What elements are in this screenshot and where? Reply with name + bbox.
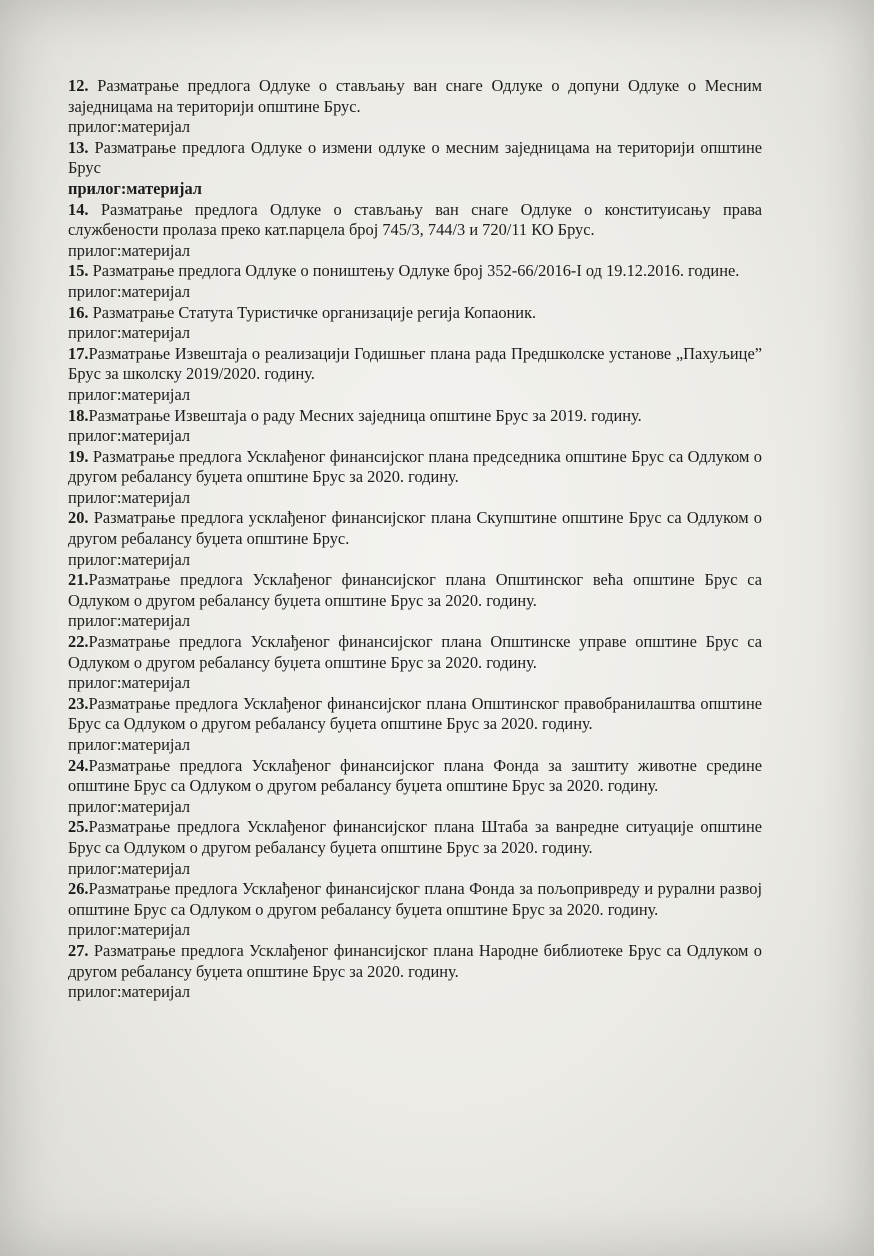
item-number: 20. [68,508,89,528]
agenda-item-27 [68,941,762,1003]
item-number: 21. [68,570,89,590]
item-number: 25. [68,817,89,837]
item-number: 15. [68,261,89,281]
item-body: Разматрање предлога Усклађеног финансијског плана Штаба за ванредне ситуације општине Брус са Одлуком о другом ребалансу буџета општине Брус за 2020. годину. [68,817,762,857]
attachment-label: прилог:материјал [68,611,191,631]
item-body: Разматрање предлога Усклађеног финансијског плана Општинске управе општине Брус са Одлуком о другом ребалансу буџета општине Брус за 2020. годину. [68,632,762,672]
item-number: 23. [68,693,89,713]
agenda-item-24 [68,756,762,818]
agenda-item-text [68,447,762,488]
attachment-label: прилог:материјал [68,673,191,693]
agenda-item-text [68,76,762,117]
agenda-item-19 [68,447,762,509]
agenda-item-17 [68,344,762,406]
agenda-item-text [68,200,762,241]
item-body: Разматрање предлога Одлуке о стављању ван снаге Одлуке о допуни Одлуке о Месним заједницама на територији општине Брус. [68,76,762,116]
agenda-item-text [68,879,762,920]
item-body: Разматрање предлога Одлуке о измени одлуке о месним заједницама на територији општине Брус [68,137,762,178]
agenda-item-22 [68,632,762,694]
agenda-item-15 [68,261,762,302]
item-body: Разматрање предлога Усклађеног финансијског плана Општинског већа општине Брус са Одлуком о другом ребалансу буџета општине Брус за 2020. годину. [68,570,762,610]
agenda-item-21 [68,570,762,632]
attachment-label: прилог:материјал [68,549,191,569]
agenda-item-20 [68,508,762,570]
item-number: 17. [68,343,89,363]
agenda-item-text [68,303,762,324]
item-body: Разматрање предлога Усклађеног финансијског плана председника општине Брус са Одлуком о другом ребалансу буџета општине Брус за 2020. годину. [68,446,762,487]
agenda-item-text [68,138,762,179]
attachment-label: прилог:материјал [68,240,191,260]
item-number: 24. [68,755,89,775]
item-number: 18. [68,405,89,425]
attachment-label: прилог:материјал [68,982,191,1002]
agenda-item-text [68,817,762,858]
item-number: 16. [68,302,89,322]
attachment-label: прилог:материјал [68,384,191,404]
agenda-item-13 [68,138,762,200]
item-body: Разматрање Извештаја о раду Месних заједница општине Брус за 2019. годину. [88,405,642,425]
agenda-item-text [68,508,762,549]
agenda-item-text [68,941,762,982]
agenda-item-text [68,694,762,735]
agenda-item-text [68,756,762,797]
attachment-label: прилог:материјал [68,735,191,754]
attachment-label: прилог:материјал [68,920,191,940]
attachment-label: прилог:материјал [68,323,191,343]
agenda-item-text [68,632,762,673]
agenda-item-25 [68,817,762,879]
item-number: 12. [68,76,89,95]
agenda-item-text [68,344,762,385]
agenda-item-text [68,261,762,282]
agenda-item-16 [68,303,762,344]
attachment-label: прилог:материјал [68,858,191,878]
agenda-item-text [68,406,762,427]
attachment-label: прилог:материјал [68,487,191,507]
item-number: 27. [68,940,89,960]
agenda-item-14 [68,200,762,262]
item-body: Разматрање предлога Одлуке о поништењу Одлуке број 352-66/2016-I од 19.12.2016. године. [88,261,740,281]
agenda-item-26 [68,879,762,941]
agenda-item-text [68,570,762,611]
item-body: Разматрање предлога Усклађеног финансијског плана Фонда за заштиту животне средине општине Брус са Одлуком о другом ребалансу буџета општине Брус за 2020. годину. [68,755,762,796]
attachment-label: прилог:материјал [68,281,191,301]
attachment-label: прилог:материјал [68,426,191,446]
item-body: Разматрање предлога Усклађеног финансијског плана Општинског правобранилаштва општине Брус са Одлуком о другом ребалансу буџета општине Брус за 2020. годину. [68,693,762,734]
item-body: Разматрање предлога Одлуке о стављању ван снаге Одлуке о конституисању права службености пролаза преко кат.парцела број 745/3, 744/3 и 720/11 КО Брус. [68,199,762,240]
item-body: Разматрање предлога Усклађеног финансијског плана Народне библиотеке Брус са Одлуком о другом ребалансу буџета општине Брус за 2020. годину. [68,940,762,981]
item-body: Разматрање Статута Туристичке организације регија Копаоник. [88,302,537,322]
attachment-label: прилог:материјал [68,117,191,137]
item-number: 13. [68,137,89,157]
item-body: Разматрање Извештаја о реализацији Годишњег плана рада Предшколске установе „Пахуљице” Брус за школску 2019/2020. годину. [68,343,762,384]
item-number: 26. [68,879,89,899]
item-body: Разматрање предлога усклађеног финансијског плана Скупштине општине Брус са Одлуком о другом ребалансу буџета општине Брус. [68,508,762,549]
item-number: 14. [68,199,89,219]
agenda-item-18 [68,406,762,447]
item-body: Разматрање предлога Усклађеног финансијског плана Фонда за пољопривреду и рурални развој општине Брус са Одлуком о другом ребалансу буџета општине Брус за 2020. годину. [68,879,762,919]
attachment-label: прилог:материјал [68,178,202,198]
item-number: 22. [68,632,89,652]
agenda-item-23 [68,694,762,756]
attachment-label: прилог:материјал [68,796,191,816]
agenda-item-12 [68,76,762,138]
item-number: 19. [68,446,89,466]
